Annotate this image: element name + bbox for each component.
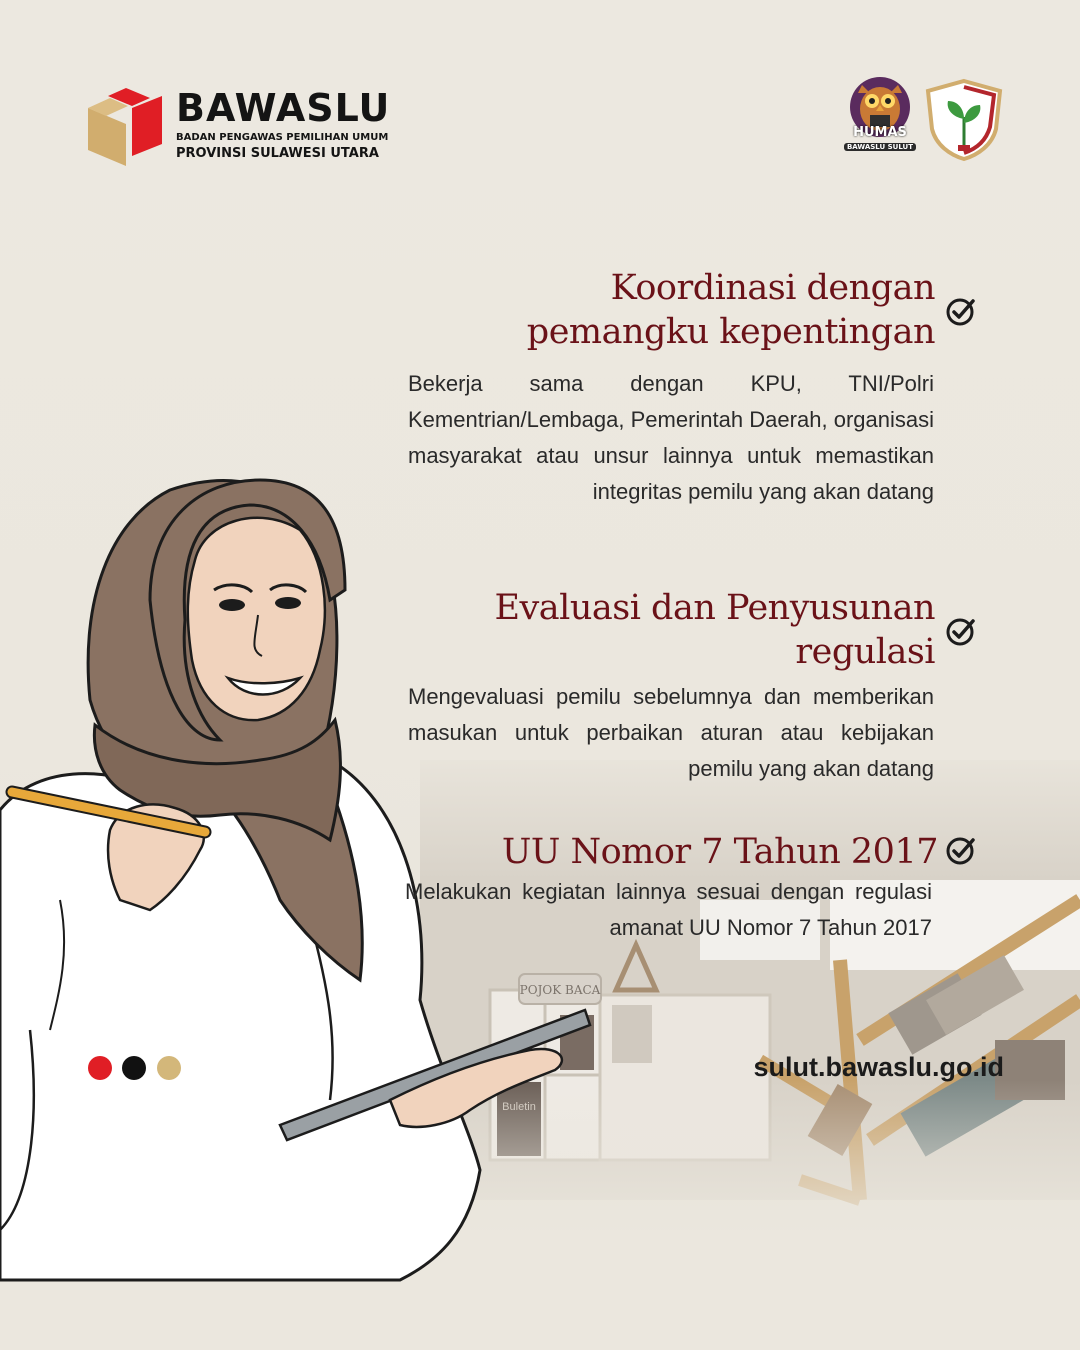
section-3-heading	[502, 830, 938, 874]
brand-subtitle-line1: BADAN PENGAWAS PEMILIHAN UMUM	[176, 132, 389, 143]
bawaslu-emblem-icon	[88, 86, 168, 168]
check-circle-icon	[945, 616, 977, 648]
check-circle-icon	[945, 835, 977, 867]
section-2-heading-line2: regulasi	[795, 632, 935, 672]
section-2-heading-line1: Evaluasi dan Penyusunan	[494, 588, 935, 628]
gold-dot-icon	[157, 1056, 181, 1080]
humas-badge	[844, 75, 916, 159]
section-1-body: Bekerja sama dengan KPU, TNI/Polri Kementrian/Lembaga, Pemerintah Daerah, organisasi masyarakat atau unsur lainnya untuk memastikan integritas pemilu yang akan datang	[408, 371, 934, 504]
pojok-baca-sign: POJOK BACA	[519, 983, 601, 997]
humas-badge-subtitle: BAWASLU SULUT	[844, 143, 916, 151]
brand-subtitle-line2: PROVINSI SULAWESI UTARA	[176, 146, 379, 161]
section-1-heading-line2: pemangku kepentingan	[526, 312, 935, 352]
check-circle-icon	[945, 296, 977, 328]
brand-name: BAWASLU	[176, 86, 391, 130]
section-1-heading-line1: Koordinasi dengan	[610, 268, 935, 308]
black-dot-icon	[122, 1056, 146, 1080]
section-1-heading	[527, 266, 935, 354]
red-dot-icon	[88, 1056, 112, 1080]
section-2-heading	[494, 586, 935, 674]
website-url[interactable]: sulut.bawaslu.go.id	[753, 1052, 1004, 1082]
humas-badge-title: HUMAS	[853, 125, 907, 140]
section-3-body: Melakukan kegiatan lainnya sesuai dengan regulasi amanat UU Nomor 7 Tahun 2017	[405, 879, 932, 940]
shield-sprout-icon	[922, 77, 1006, 161]
bawaslu-logo	[88, 86, 391, 168]
section-3-heading-line1: UU Nomor 7 Tahun 2017	[501, 832, 938, 872]
section-2-body: Mengevaluasi pemilu sebelumnya dan memberikan masukan untuk perbaikan aturan atau kebijakan pemilu yang akan datang	[408, 684, 934, 781]
